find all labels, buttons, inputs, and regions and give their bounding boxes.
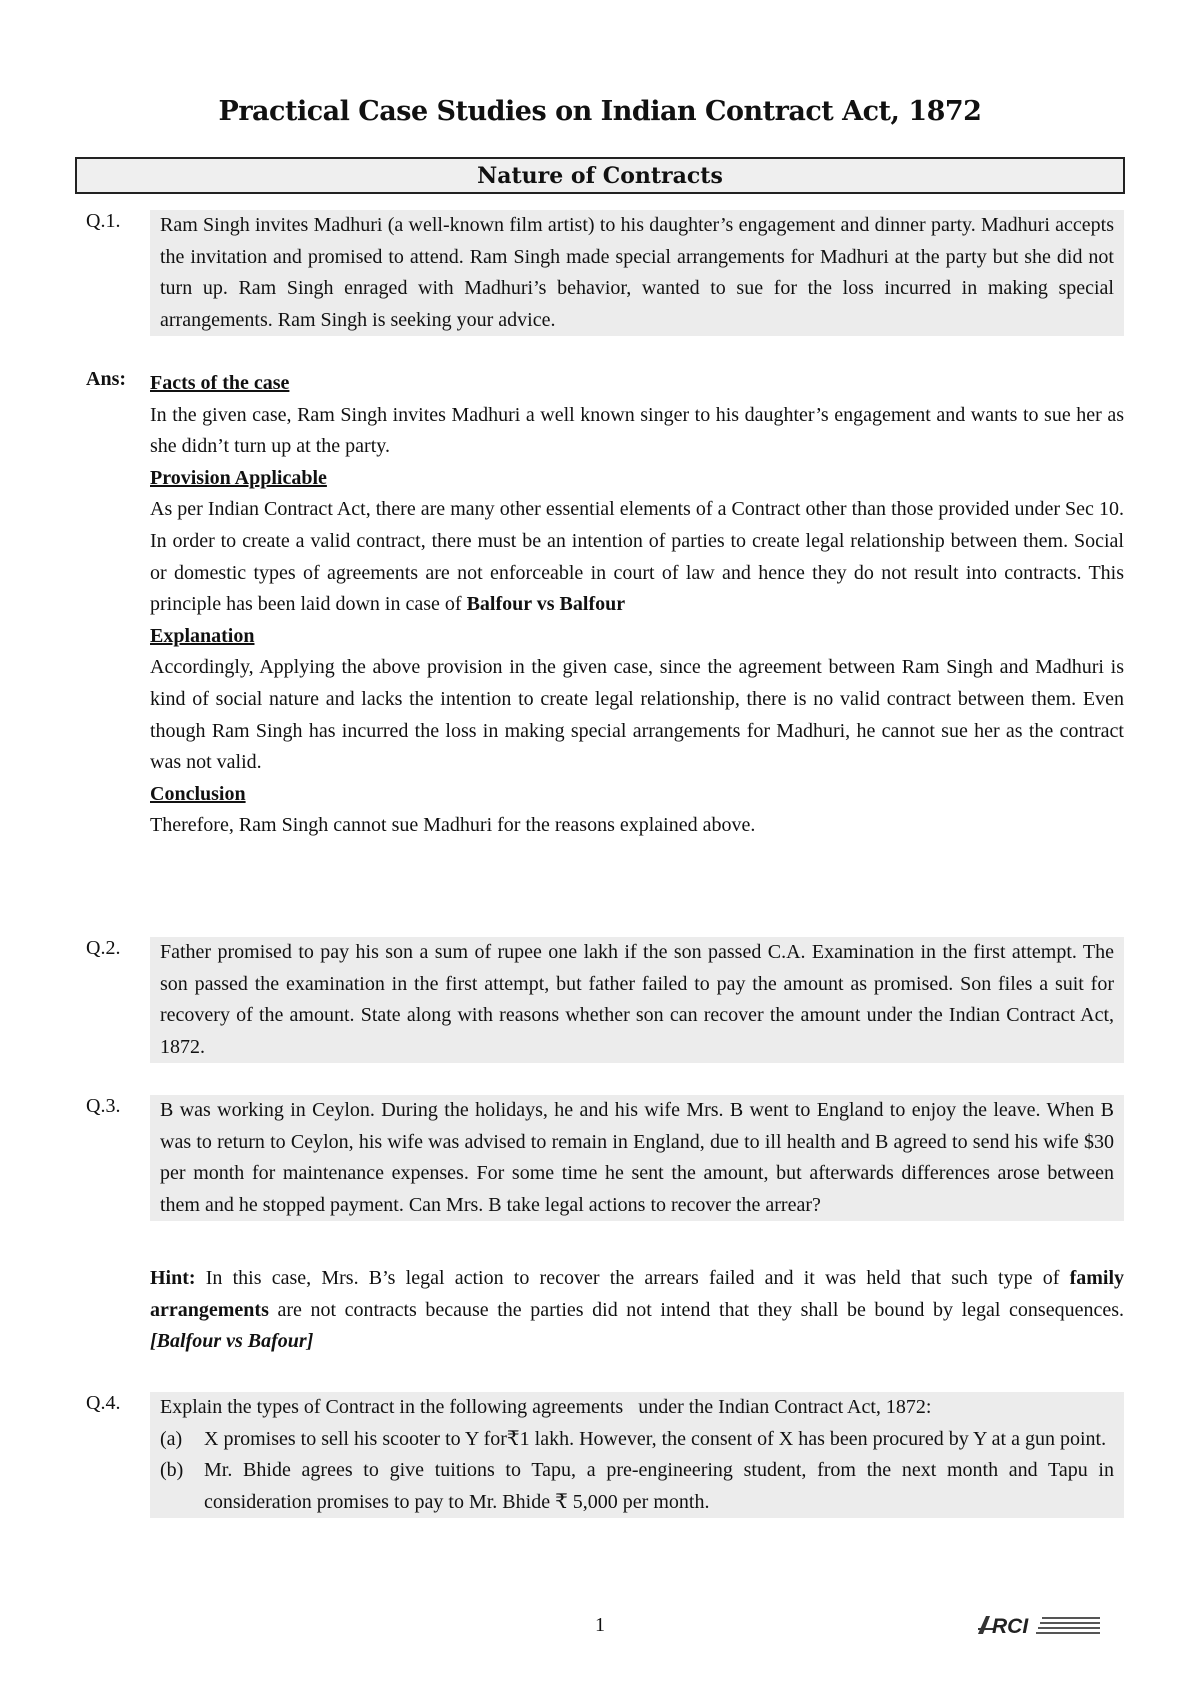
question-2-number: Q.2. <box>86 937 121 959</box>
hint-text-b: are not contracts because the parties did not intend that they shall be bound by legal consequences. <box>277 1298 1124 1321</box>
question-2-text: Father promised to pay his son a sum of rupee one lakh if the son passed C.A. Examination in the first attempt. The son passed the examination in the first attempt, but father failed to pay the amount as promised. Son files a suit for recovery of the amount. State along with reasons whether son can recover the amount under the Indian Contract Act, 1872. <box>160 941 1114 1058</box>
question-3-box <box>150 1095 1124 1221</box>
provision-paragraph <box>150 494 1124 620</box>
rci-logo-icon <box>976 1612 1114 1638</box>
facts-heading: Facts of the case <box>150 372 290 394</box>
hint-case-name: [Balfour vs Bafour] <box>150 1330 314 1353</box>
facts-text: In the given case, Ram Singh invites Madhuri a well known singer to his daughter’s engagement and wants to sue her as she didn’t turn up at the party. <box>150 403 1124 458</box>
question-4-item-a <box>160 1424 1114 1456</box>
logo-text: RCI <box>992 1615 1029 1638</box>
item-b-text: Mr. Bhide agrees to give tuitions to Tapu, a pre-engineering student, from the next month and Tapu in consideration promises to pay to Mr. Bhide ₹ 5,000 per month. <box>204 1459 1114 1513</box>
conclusion-text: Therefore, Ram Singh cannot sue Madhuri for the reasons explained above. <box>150 814 756 837</box>
page-title: Practical Case Studies on Indian Contract Act, 1872 <box>218 96 982 127</box>
question-1-text: Ram Singh invites Madhuri (a well-known film artist) to his daughter’s engagement and dinner party. Madhuri accepts the invitation and promised to attend. Ram Singh made special arrangements for Madhuri at the party but she did not turn up. Ram Singh enraged with Madhuri’s behavior, wanted to sue for the loss incurred in making special arrangements. Ram Singh is seeking your advice. <box>160 214 1114 331</box>
question-2-box <box>150 937 1124 1063</box>
conclusion-heading: Conclusion <box>150 782 246 805</box>
question-3-text: B was working in Ceylon. During the holidays, he and his wife Mrs. B went to England to enjoy the leave. When B was to return to Ceylon, his wife was advised to remain in England, due to ill health and B agreed to send his wife $30 per month for maintenance expenses. For some time he sent the amount, but afterwards differences arose between them and he stopped payment. Can Mrs. B take legal actions to recover the arrear? <box>160 1099 1114 1216</box>
hint-paragraph <box>150 1263 1124 1358</box>
question-1-number: Q.1. <box>86 210 121 232</box>
page-number: 1 <box>595 1614 605 1636</box>
explanation-text: Accordingly, Applying the above provision in the given case, since the agreement between Ram Singh and Madhuri is kind of social nature and lacks the intention to create legal relationship, there is no valid contract between them. Even though Ram Singh has incurred the loss in making special arrangements for Madhuri, he cannot sue her as the contract was not valid. <box>150 656 1124 774</box>
hint-bold-term: family arrangements <box>150 1267 1124 1321</box>
item-a-text: X promises to sell his scooter to Y for₹1 lakh. However, the consent of X has been procured by Y at a gun point. <box>204 1427 1107 1450</box>
question-3-hint <box>150 1263 1124 1358</box>
question-4-number: Q.4. <box>86 1392 121 1414</box>
provision-text: As per Indian Contract Act, there are many other essential elements of a Contract other than those provided under Sec 10. In order to create a valid contract, there must be an intention of parties to create legal relationship between them. Social or domestic types of agreements are not enforceable in court of law and hence they do not result into contracts. This principle has been laid down in case of <box>150 498 1124 616</box>
hint-label: Hint: <box>150 1267 196 1289</box>
item-b-label: (b) <box>160 1459 184 1482</box>
answer-label: Ans: <box>86 368 127 390</box>
hint-text-a: In this case, Mrs. B’s legal action to recover the arrears failed and it was held that such type of <box>205 1267 1060 1289</box>
question-4-box <box>150 1392 1124 1518</box>
answer-block <box>150 368 1124 842</box>
explanation-heading: Explanation <box>150 624 255 647</box>
question-4-item-b <box>160 1455 1114 1518</box>
provision-heading: Provision Applicable <box>150 466 327 489</box>
question-4-intro: Explain the types of Contract in the following agreements under the Indian Contract Act, 1872: <box>160 1396 932 1418</box>
section-heading: Nature of Contracts <box>75 157 1125 194</box>
item-a-label: (a) <box>160 1427 183 1450</box>
question-3-number: Q.3. <box>86 1095 121 1117</box>
provision-case-name: Balfour vs Balfour <box>466 593 626 616</box>
rci-logo <box>976 1612 1114 1638</box>
question-1-box <box>150 210 1124 336</box>
